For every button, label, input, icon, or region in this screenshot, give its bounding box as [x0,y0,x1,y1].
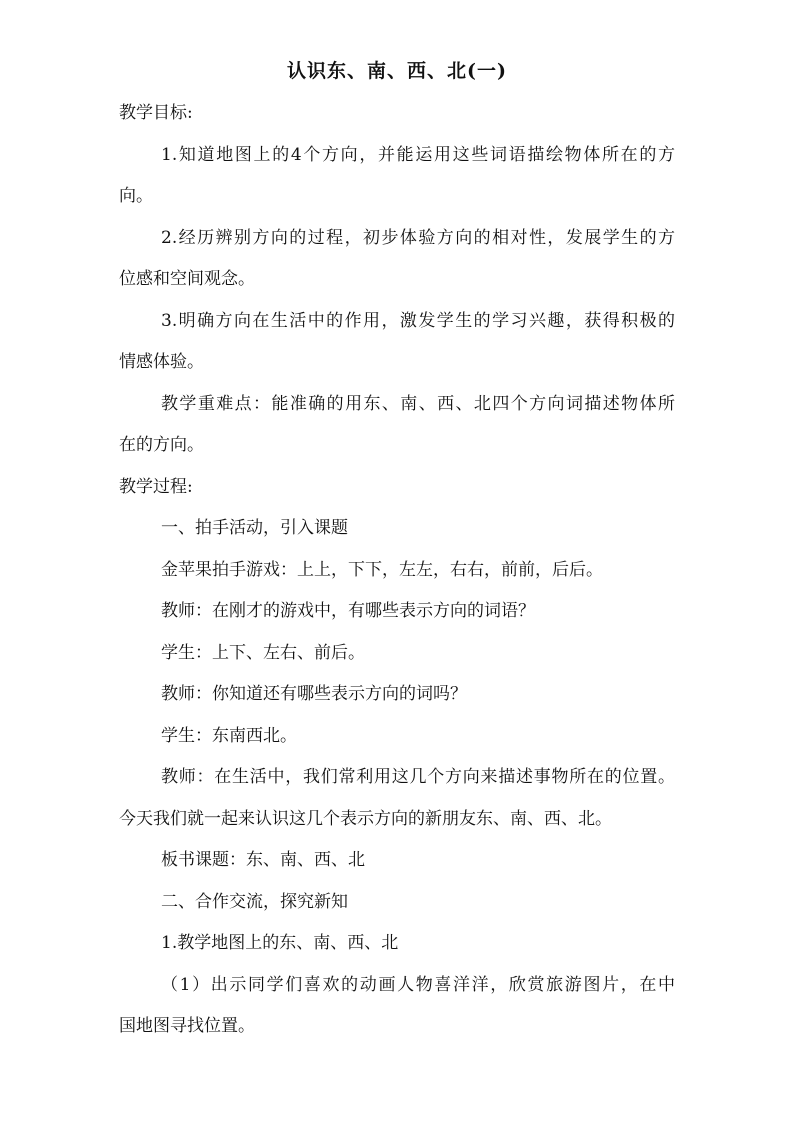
paragraph-line: 教师：你知道还有哪些表示方向的词吗？ [161,684,467,704]
paragraph-line: 向。 [119,186,153,206]
paragraph-line: 2.经历辨别方向的过程，初步体验方向的相对性，发展学生的方 [161,228,675,248]
paragraph-line: 情感体验。 [119,352,204,372]
paragraph-line: 板书课题：东、南、西、北 [161,850,365,870]
paragraph-line: 学生：上下、左右、前后。 [161,643,365,663]
paragraph-line: 在的方向。 [119,435,204,455]
section-heading: 一、拍手活动，引入课题 [161,518,348,538]
document-title: 认识东、南、西、北(一) [287,60,507,82]
paragraph-line: 1.教学地图上的东、南、西、北 [161,933,399,953]
paragraph-line: 学生：东南西北。 [161,726,297,746]
heading-objectives: 教学目标: [119,103,193,123]
paragraph-line: 国地图寻找位置。 [119,1016,255,1036]
paragraph-line: （1）出示同学们喜欢的动画人物喜洋洋，欣赏旅游图片，在中 [161,975,675,995]
paragraph-line: 今天我们就一起来认识这几个表示方向的新朋友东、南、西、北。 [119,809,612,829]
paragraph-line: 教师：在刚才的游戏中，有哪些表示方向的词语？ [161,601,535,621]
paragraph-line: 教学重难点：能准确的用东、南、西、北四个方向词描述物体所 [161,394,675,414]
section-heading: 二、合作交流，探究新知 [161,892,348,912]
paragraph-line: 3.明确方向在生活中的作用，激发学生的学习兴趣，获得积极的 [161,311,675,331]
paragraph-line: 1.知道地图上的4个方向，并能运用这些词语描绘物体所在的方 [161,145,675,165]
paragraph-line: 教师：在生活中，我们常利用这几个方向来描述事物所在的位置。 [161,767,675,787]
paragraph-line: 位感和空间观念。 [119,269,255,289]
heading-process: 教学过程: [119,477,193,497]
paragraph-line: 金苹果拍手游戏：上上，下下，左左，右右，前前，后后。 [161,560,603,580]
